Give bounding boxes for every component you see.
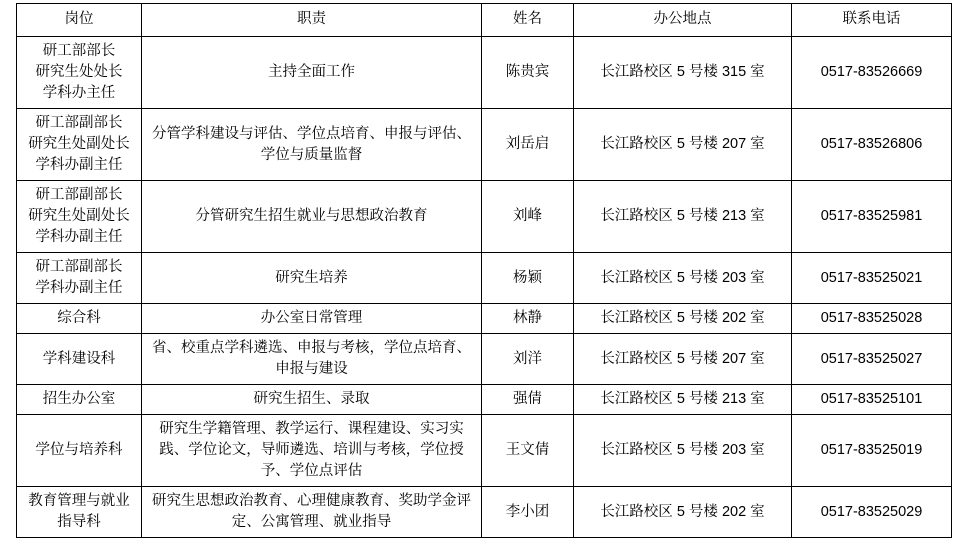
table-header-row bbox=[17, 4, 952, 37]
column-header-phone: 联系电话 bbox=[792, 4, 952, 37]
cell-duty: 分管学科建设与评估、学位点培育、申报与评估、学位与质量监督 bbox=[142, 109, 482, 181]
cell-post: 学科建设科 bbox=[17, 334, 142, 385]
cell-office: 长江路校区 5 号楼 203 室 bbox=[574, 253, 792, 304]
cell-post: 教育管理与就业指导科 bbox=[17, 487, 142, 538]
cell-duty: 研究生培养 bbox=[142, 253, 482, 304]
column-header-duty: 职责 bbox=[142, 4, 482, 37]
cell-name: 王文倩 bbox=[482, 415, 574, 487]
cell-post: 研工部部长 研究生处处长 学科办主任 bbox=[17, 37, 142, 109]
cell-name: 刘峰 bbox=[482, 181, 574, 253]
cell-office: 长江路校区 5 号楼 207 室 bbox=[574, 109, 792, 181]
cell-office: 长江路校区 5 号楼 213 室 bbox=[574, 385, 792, 415]
cell-office: 长江路校区 5 号楼 202 室 bbox=[574, 487, 792, 538]
column-header-office: 办公地点 bbox=[574, 4, 792, 37]
cell-phone: 0517-83526806 bbox=[792, 109, 952, 181]
cell-phone: 0517-83525028 bbox=[792, 304, 952, 334]
cell-name: 刘岳启 bbox=[482, 109, 574, 181]
cell-duty: 主持全面工作 bbox=[142, 37, 482, 109]
cell-post: 学位与培养科 bbox=[17, 415, 142, 487]
cell-name: 杨颖 bbox=[482, 253, 574, 304]
table-row bbox=[17, 253, 952, 304]
cell-office: 长江路校区 5 号楼 202 室 bbox=[574, 304, 792, 334]
table-row bbox=[17, 487, 952, 538]
cell-duty: 研究生招生、录取 bbox=[142, 385, 482, 415]
cell-office: 长江路校区 5 号楼 213 室 bbox=[574, 181, 792, 253]
cell-duty: 省、校重点学科遴选、申报与考核，学位点培育、申报与建设 bbox=[142, 334, 482, 385]
cell-name: 陈贵宾 bbox=[482, 37, 574, 109]
cell-phone: 0517-83525101 bbox=[792, 385, 952, 415]
cell-office: 长江路校区 5 号楼 207 室 bbox=[574, 334, 792, 385]
table-row bbox=[17, 304, 952, 334]
table-row bbox=[17, 385, 952, 415]
cell-name: 李小团 bbox=[482, 487, 574, 538]
cell-phone: 0517-83526669 bbox=[792, 37, 952, 109]
cell-phone: 0517-83525029 bbox=[792, 487, 952, 538]
cell-post: 研工部副部长 研究生处副处长 学科办副主任 bbox=[17, 109, 142, 181]
cell-post: 研工部副部长 学科办副主任 bbox=[17, 253, 142, 304]
cell-name: 刘洋 bbox=[482, 334, 574, 385]
cell-duty: 研究生学籍管理、教学运行、课程建设、实习实践、学位论文，导师遴选、培训与考核，学位授予、学位点评估 bbox=[142, 415, 482, 487]
cell-duty: 分管研究生招生就业与思想政治教育 bbox=[142, 181, 482, 253]
table-row bbox=[17, 415, 952, 487]
cell-duty: 办公室日常管理 bbox=[142, 304, 482, 334]
cell-phone: 0517-83525027 bbox=[792, 334, 952, 385]
column-header-name: 姓名 bbox=[482, 4, 574, 37]
column-header-post: 岗位 bbox=[17, 4, 142, 37]
cell-office: 长江路校区 5 号楼 203 室 bbox=[574, 415, 792, 487]
cell-duty: 研究生思想政治教育、心理健康教育、奖助学金评定、公寓管理、就业指导 bbox=[142, 487, 482, 538]
cell-name: 林静 bbox=[482, 304, 574, 334]
cell-office: 长江路校区 5 号楼 315 室 bbox=[574, 37, 792, 109]
cell-phone: 0517-83525981 bbox=[792, 181, 952, 253]
staff-directory-table bbox=[16, 3, 952, 538]
table-row bbox=[17, 37, 952, 109]
table-row bbox=[17, 334, 952, 385]
cell-post: 研工部副部长 研究生处副处长 学科办副主任 bbox=[17, 181, 142, 253]
cell-phone: 0517-83525021 bbox=[792, 253, 952, 304]
table-row bbox=[17, 181, 952, 253]
cell-post: 综合科 bbox=[17, 304, 142, 334]
cell-phone: 0517-83525019 bbox=[792, 415, 952, 487]
cell-name: 强倩 bbox=[482, 385, 574, 415]
cell-post: 招生办公室 bbox=[17, 385, 142, 415]
table-row bbox=[17, 109, 952, 181]
table-body bbox=[17, 37, 952, 538]
